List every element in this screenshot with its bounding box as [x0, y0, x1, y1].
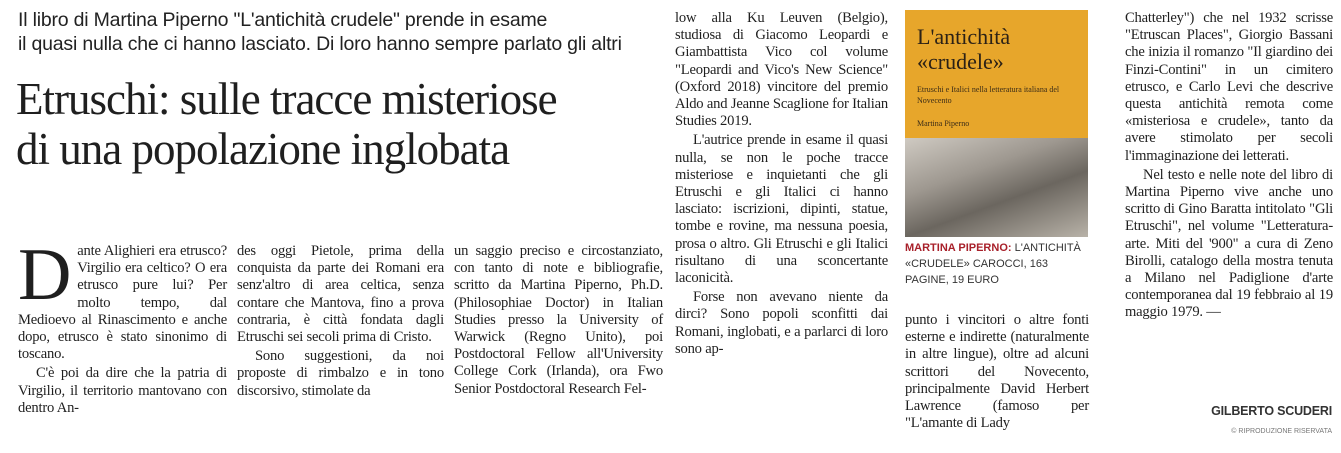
- headline-line-1: Etruschi: sulle tracce misteriose: [16, 74, 557, 124]
- paragraph: Nel testo e nelle note del libro di Martina Piperno vive anche uno scritto di Gino Baratta intitolato "Gli Etruschi", nel volume "Letteratura-arte. Miti del '900" a cura di Zeno Birolli, catalogo della mostra tenuta a Milano nel Padiglione d'arte contemporanea dal 19 febbraio al 19 maggio 1979. —: [1125, 166, 1333, 321]
- paragraph: C'è poi da dire che la patria di Virgilio, il territorio mantovano con dentro An-: [18, 365, 227, 416]
- paragraph: un saggio preciso e circostanziato, con tanto di note e bibliografie, scritto da Martina Piperno, Ph.D. (Philosophiae Doctor) in Italian Studies presso la University of Warwick (Regno Unito), poi Postdoctoral Fellow all'University College Cork (Irlanda), ora Fwo Senior Postdoctoral Research Fel-: [454, 243, 663, 397]
- subtitle-line-2: il quasi nulla che ci hanno lasciato. Di loro hanno sempre parlato gli altri: [18, 33, 622, 55]
- subtitle: [18, 8, 658, 56]
- book-cover: [905, 10, 1088, 237]
- paragraph: L'autrice prende in esame il quasi nulla, se non le poche tracce misteriose e inquietanti che gli Etruschi e gli Italici ci hanno lasciato: iscrizioni, dipinti, statue, tombe e rovine, ma nessuna poesia, prosa o altro. Gli Etruschi e gli Italici risultano di una sconcertante laconicità.: [675, 132, 888, 287]
- book-subtitle: Etruschi e Italici nella letteratura italiana del Novecento: [917, 85, 1060, 105]
- article-column-3: [454, 243, 663, 398]
- article-column-4: [675, 10, 888, 358]
- paragraph: low alla Ku Leuven (Belgio), studiosa di Giacomo Leopardi e Giambattista Vico col volume "Leopardi and Vico's New Science" (Oxford 2018) vincitore del premio Aldo and Jeanne Scaglione for Italian Studies 2019.: [675, 10, 888, 130]
- paragraph: Forse non avevano niente da dirci? Sono popoli sconfitti dai Romani, inglobati, e a parlarci di loro sono ap-: [675, 289, 888, 357]
- book-author: Martina Piperno: [917, 119, 970, 128]
- headline-line-2: di una popolazione inglobata: [16, 124, 510, 174]
- book-title: [917, 24, 1082, 74]
- caption-author: MARTINA PIPERNO:: [905, 242, 1012, 254]
- caption-text: L'ANTICHITÀ «CRUDELE» CAROCCI, 163 PAGINE, 19 EURO: [905, 242, 1081, 286]
- copyright-note: © RIPRODUZIONE RISERVATA: [1231, 428, 1332, 435]
- drop-cap: D: [18, 234, 72, 316]
- book-title-line-2: «crudele»: [917, 49, 1004, 74]
- author-signature: GILBERTO SCUDERI: [1211, 404, 1332, 418]
- article-column-2: [237, 243, 444, 400]
- article-column-6: [1125, 10, 1333, 322]
- paragraph: Chatterley") che nel 1932 scrisse "Etruscan Places", Giorgio Bassani che inizia il romanzo "Il giardino dei Finzi-Contini" in un cimitero etrusco, e Carlo Levi che descrive questa antichità remota come «misteriosa e crudele», tanto da avere stimolato per secoli l'immaginazione dei letterati.: [1125, 10, 1333, 164]
- article-column-1: [18, 234, 227, 417]
- paragraph: punto i vincitori o altre fonti esterne e indirette (naturalmente in altre lingue), oltre ad alcuni scrittori del Novecento, principalmente David Herbert Lawrence (famoso per "L'amante di Lady: [905, 312, 1089, 432]
- paragraph: Sono suggestioni, da noi proposte di rimbalzo e in tono discorsivo, stimolate da: [237, 348, 444, 399]
- book-caption: [905, 240, 1088, 288]
- article-column-5: [905, 312, 1089, 432]
- paragraph: des oggi Pietole, prima della conquista da parte dei Romani era senz'altro di area celtica, senza contare che Mantova, fino a prova contraria, è città fondata dagli Etruschi sei secoli prima di Cristo.: [237, 243, 444, 346]
- subtitle-line-1: Il libro di Martina Piperno "L'antichità crudele" prende in esame: [18, 9, 548, 31]
- book-title-line-1: L'antichità: [917, 24, 1011, 49]
- cover-photo: [905, 138, 1088, 237]
- headline: [16, 74, 666, 174]
- paragraph: ante Alighieri era etrusco? Virgilio era celtico? O era etrusco pure lui? Per molto tempo, dal Medioevo al Rinascimento e anche dopo, etrusco è stato sinonimo di toscano.: [18, 243, 227, 363]
